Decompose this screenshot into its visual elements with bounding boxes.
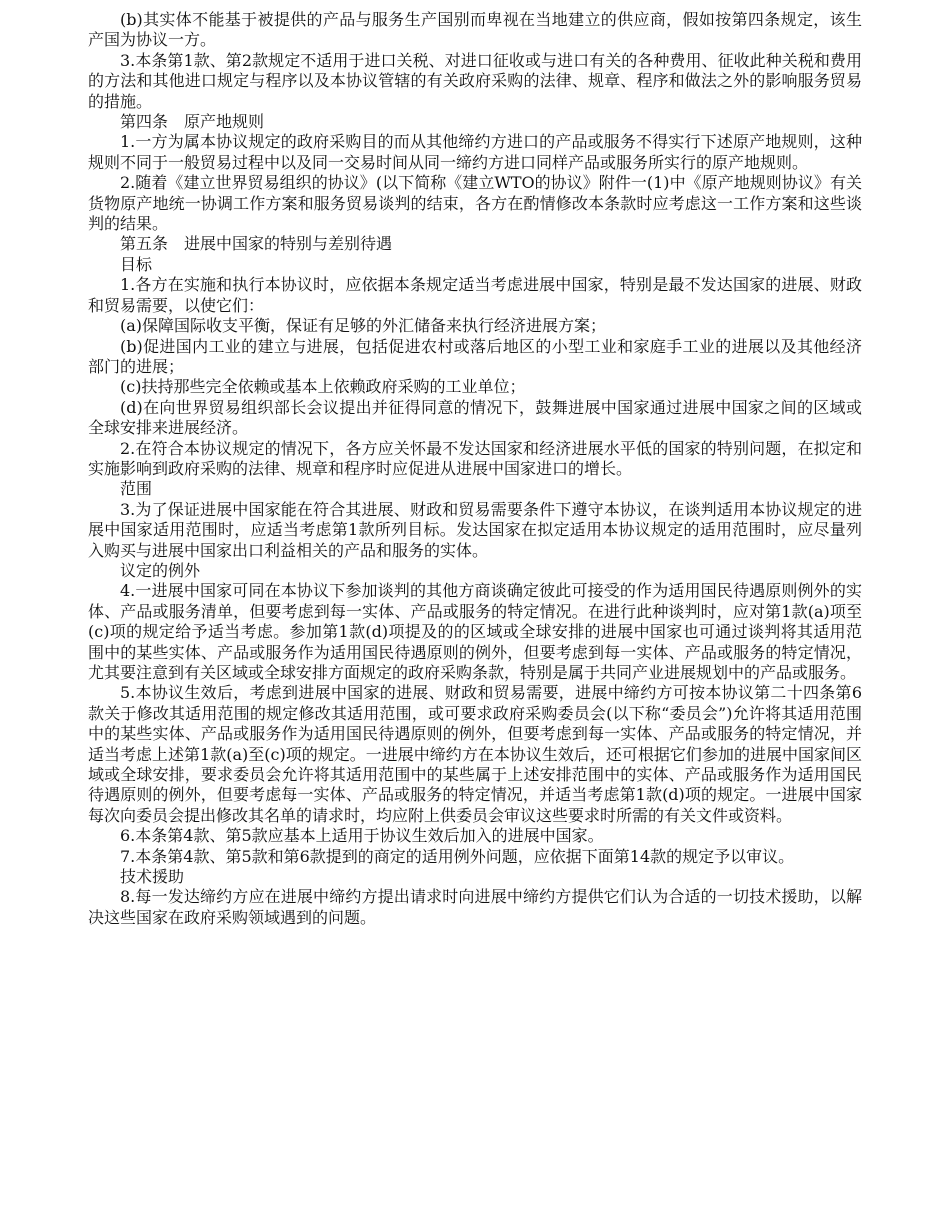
subheading-agreed-exclusions: 议定的例外 [120, 560, 201, 580]
article-6-para-5: 5.本协议生效后，考虑到进展中国家的进展、财政和贸易需要，进展中缔约方可按本协议第二十四条第6款关于修改其适用范围的规定修改其适用范围，或可要求政府采购委员会(以下称“委员会”)允许将其适用范围中的某些实体、产品或服务作为适用国民待遇原则的例外，但要考虑到每一实体、产品或服务的特定情况，并适当考虑上述第1款(a)至(c)项的规定。一进展中缔约方在本协议生效后，还可根据它们参加的进展中国家间区域或全球安排，要求委员会允许将其适用范围中的某些属于上述安排范围中的实体、产品或服务作为适用国民待遇原则的例外，但要考虑每一实体、产品或服务的特定情况，并适当考虑第1款(d)项的规定。一进展中国家每次向委员会提出修改其名单的请求时，均应附上供委员会审议这些要求时所需的有关文件或资料。 [88, 683, 862, 825]
subheading-technical-assistance: 技术援助 [120, 867, 185, 887]
article-6-para-7: 7.本条第4款、第5款和第6款提到的商定的适用例外问题，应依据下面第14款的规定予以审议。 [120, 846, 795, 866]
article-5-heading: 第四条 原产地规则 [120, 112, 265, 132]
article-6-para-6: 6.本条第4款、第5款应基本上适用于协议生效后加入的进展中国家。 [120, 826, 604, 846]
subheading-objectives: 目标 [120, 254, 153, 274]
article-6-para-8: 8.每一发达缔约方应在进展中缔约方提出请求时向进展中缔约方提供它们认为合适的一切技术援助，以解决这些国家在政府采购领域遇到的问题。 [88, 887, 862, 927]
article-6-para-1d: (d)在向世界贸易组织部长会议提出并征得同意的情况下，鼓舞进展中国家通过进展中国家之间的区域或全球安排来进展经济。 [88, 397, 862, 438]
subheading-coverage: 范围 [120, 479, 153, 499]
article-6-para-1a: (a)保障国际收支平衡，保证有足够的外汇储备来执行经济进展方案； [120, 316, 607, 336]
article-6-para-4: 4.一进展中国家可同在本协议下参加谈判的其他方商谈确定彼此可接受的作为适用国民待遇原则例外的实体、产品或服务清单，但要考虑到每一实体、产品或服务的特定情况。在进行此种谈判时，应对第1款(a)项至(c)项的规定给予适当考虑。参加第1款(d)项提及的的区域或全球安排的进展中国家也可通过谈判将其适用范围中的某些实体、产品或服务作为适用国民待遇原则的例外，但要考虑到每一实体、产品或服务的特定情况，尤其要注意到有关区域或全球安排方面规定的政府采购条款，特别是属于共同产业进展规划中的产品或服务。 [88, 581, 862, 682]
article-6-heading: 第五条 进展中国家的特别与差别待遇 [120, 234, 393, 254]
article-4-para-3: 3.本条第1款、第2款规定不适用于进口关税、对进口征收或与进口有关的各种费用、征收此种关税和费用的方法和其他进口规定与程序以及本协议管辖的有关政府采购的法律、规章、程序和做法之外的影响服务贸易的措施。 [88, 50, 862, 111]
article-6-para-3: 3.为了保证进展中国家能在符合其进展、财政和贸易需要条件下遵守本协议，在谈判适用本协议规定的进展中国家适用范围时，应适当考虑第1款所列目标。发达国家在拟定适用本协议规定的适用范围时，应尽量列入购买与进展中国家出口利益相关的产品和服务的实体。 [88, 499, 862, 560]
article-6-para-1c: (c)扶持那些完全依赖或基本上依赖政府采购的工业单位； [120, 377, 526, 397]
document-page [88, 10, 862, 928]
article-4-para-2b: (b)其实体不能基于被提供的产品与服务生产国别而卑视在当地建立的供应商，假如按第四条规定，该生产国为协议一方。 [88, 10, 862, 50]
article-5-para-1: 1.一方为属本协议规定的政府采购目的而从其他缔约方进口的产品或服务不得实行下述原产地规则，这种规则不同于一般贸易过程中以及同一交易时间从同一缔约方进口同样产品或服务所实行的原产地规则。 [88, 132, 862, 172]
article-6-para-2: 2.在符合本协议规定的情况下，各方应关怀最不发达国家和经济进展水平低的国家的特别问题，在拟定和实施影响到政府采购的法律、规章和程序时应促进从进展中国家进口的增长。 [88, 438, 862, 478]
article-6-para-1b: (b)促进国内工业的建立与进展，包括促进农村或落后地区的小型工业和家庭手工业的进展以及其他经济部门的进展； [88, 336, 862, 376]
article-5-para-2: 2.随着《建立世界贸易组织的协议》(以下简称《建立WTO的协议》附件一(1)中《原产地规则协议》有关货物原产地统一协调工作方案和服务贸易谈判的结束，各方在酌情修改本条款时应考虑这一工作方案和这些谈判的结果。 [88, 173, 862, 234]
article-6-para-1: 1.各方在实施和执行本协议时，应依据本条规定适当考虑进展中国家，特别是最不发达国家的进展、财政和贸易需要，以使它们： [88, 275, 862, 315]
